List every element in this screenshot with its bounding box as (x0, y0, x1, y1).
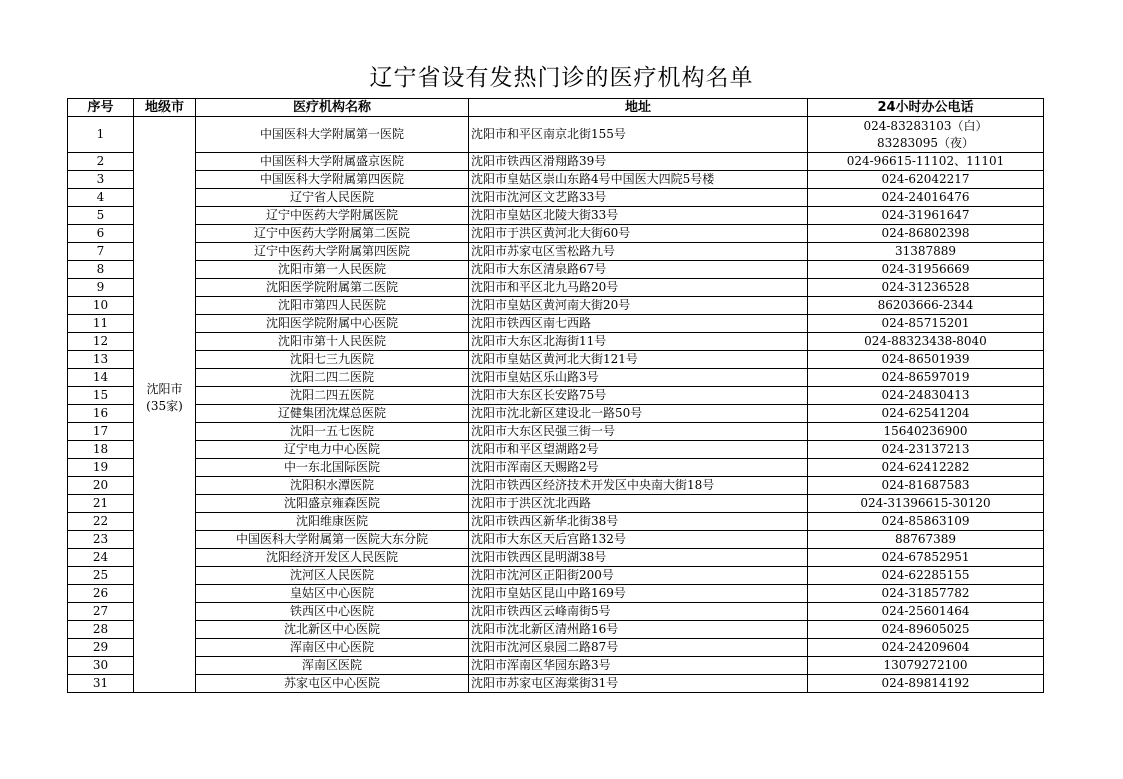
serial-number-cell: 17 (68, 423, 134, 441)
institution-name-cell: 中国医科大学附属第一医院 (196, 117, 469, 153)
table-header-row (68, 99, 1044, 117)
serial-number-cell: 8 (68, 261, 134, 279)
address-cell: 沈阳市大东区长安路75号 (469, 387, 808, 405)
serial-number-cell: 19 (68, 459, 134, 477)
phone-cell: 024-31396615-30120 (808, 495, 1044, 513)
institution-name-cell: 沈阳盛京雍森医院 (196, 495, 469, 513)
phone-cell: 024-85715201 (808, 315, 1044, 333)
phone-cell: 024-31961647 (808, 207, 1044, 225)
institution-name-cell: 沈阳医学院附属第二医院 (196, 279, 469, 297)
serial-number-cell: 15 (68, 387, 134, 405)
table-row (68, 657, 1044, 675)
serial-number-cell: 14 (68, 369, 134, 387)
address-cell: 沈阳市沈河区泉园二路87号 (469, 639, 808, 657)
phone-cell: 024-86597019 (808, 369, 1044, 387)
serial-number-cell: 21 (68, 495, 134, 513)
address-cell: 沈阳市铁西区南七西路 (469, 315, 808, 333)
phone-cell: 15640236900 (808, 423, 1044, 441)
institution-name-cell: 浑南区医院 (196, 657, 469, 675)
city-institution-count: (35家) (146, 399, 183, 413)
table-row (68, 369, 1044, 387)
institution-name-cell: 辽宁中医药大学附属第二医院 (196, 225, 469, 243)
serial-number-cell: 20 (68, 477, 134, 495)
phone-cell: 024-62412282 (808, 459, 1044, 477)
table-row (68, 585, 1044, 603)
serial-number-cell: 31 (68, 675, 134, 693)
table-row (68, 189, 1044, 207)
serial-number-cell: 4 (68, 189, 134, 207)
address-cell: 沈阳市铁西区昆明湖38号 (469, 549, 808, 567)
header-institution-name: 医疗机构名称 (196, 99, 469, 117)
serial-number-cell: 11 (68, 315, 134, 333)
phone-cell: 024-24830413 (808, 387, 1044, 405)
table-row (68, 459, 1044, 477)
table-row (68, 315, 1044, 333)
serial-number-cell: 28 (68, 621, 134, 639)
institution-name-cell: 沈阳二四五医院 (196, 387, 469, 405)
institution-name-cell: 沈阳市第十人民医院 (196, 333, 469, 351)
address-cell: 沈阳市和平区望湖路2号 (469, 441, 808, 459)
header-address: 地址 (469, 99, 808, 117)
serial-number-cell: 24 (68, 549, 134, 567)
phone-cell: 024-67852951 (808, 549, 1044, 567)
serial-number-cell: 7 (68, 243, 134, 261)
phone-cell: 024-24016476 (808, 189, 1044, 207)
address-cell: 沈阳市沈河区正阳街200号 (469, 567, 808, 585)
institution-name-cell: 沈阳市第四人民医院 (196, 297, 469, 315)
institution-name-cell: 沈阳一五七医院 (196, 423, 469, 441)
phone-cell: 024-89605025 (808, 621, 1044, 639)
address-cell: 沈阳市皇姑区北陵大街33号 (469, 207, 808, 225)
table-row (68, 603, 1044, 621)
institution-name-cell: 沈阳二四二医院 (196, 369, 469, 387)
phone-cell: 31387889 (808, 243, 1044, 261)
serial-number-cell: 6 (68, 225, 134, 243)
serial-number-cell: 30 (68, 657, 134, 675)
table-row (68, 423, 1044, 441)
serial-number-cell: 25 (68, 567, 134, 585)
institution-name-cell: 辽宁省人民医院 (196, 189, 469, 207)
institution-name-cell: 沈阳市第一人民医院 (196, 261, 469, 279)
serial-number-cell: 3 (68, 171, 134, 189)
facility-table (67, 98, 1044, 693)
city-group-cell (134, 117, 196, 693)
phone-cell: 13079272100 (808, 657, 1044, 675)
address-cell: 沈阳市铁西区新华北街38号 (469, 513, 808, 531)
serial-number-cell: 5 (68, 207, 134, 225)
phone-cell: 024-88323438-8040 (808, 333, 1044, 351)
serial-number-cell: 29 (68, 639, 134, 657)
serial-number-cell: 27 (68, 603, 134, 621)
address-cell: 沈阳市皇姑区乐山路3号 (469, 369, 808, 387)
phone-cell: 024-85863109 (808, 513, 1044, 531)
table-row (68, 333, 1044, 351)
page-title: 辽宁省设有发热门诊的医疗机构名单 (369, 65, 754, 91)
phone-cell: 024-62541204 (808, 405, 1044, 423)
table-row (68, 171, 1044, 189)
address-cell: 沈阳市皇姑区黄河北大街121号 (469, 351, 808, 369)
serial-number-cell: 1 (68, 117, 134, 153)
address-cell: 沈阳市大东区清泉路67号 (469, 261, 808, 279)
serial-number-cell: 10 (68, 297, 134, 315)
address-cell: 沈阳市苏家屯区海棠街31号 (469, 675, 808, 693)
table-row (68, 621, 1044, 639)
address-cell: 沈阳市和平区北九马路20号 (469, 279, 808, 297)
table-row (68, 117, 1044, 153)
serial-number-cell: 2 (68, 153, 134, 171)
serial-number-cell: 23 (68, 531, 134, 549)
phone-cell: 024-25601464 (808, 603, 1044, 621)
institution-name-cell: 沈北新区中心医院 (196, 621, 469, 639)
institution-name-cell: 中一东北国际医院 (196, 459, 469, 477)
address-cell: 沈阳市皇姑区崇山东路4号中国医大四院5号楼 (469, 171, 808, 189)
table-row (68, 531, 1044, 549)
address-cell: 沈阳市大东区北海街11号 (469, 333, 808, 351)
institution-name-cell: 辽健集团沈煤总医院 (196, 405, 469, 423)
phone-cell: 024-96615-11102、11101 (808, 153, 1044, 171)
address-cell: 沈阳市大东区民强三街一号 (469, 423, 808, 441)
institution-name-cell: 辽宁电力中心医院 (196, 441, 469, 459)
phone-cell: 024-24209604 (808, 639, 1044, 657)
phone-cell: 024-31956669 (808, 261, 1044, 279)
phone-day: 024-83283103（白） (863, 118, 988, 133)
address-cell: 沈阳市铁西区滑翔路39号 (469, 153, 808, 171)
table-row (68, 639, 1044, 657)
table-row (68, 495, 1044, 513)
table-row (68, 513, 1044, 531)
serial-number-cell: 22 (68, 513, 134, 531)
institution-name-cell: 皇姑区中心医院 (196, 585, 469, 603)
address-cell: 沈阳市浑南区天赐路2号 (469, 459, 808, 477)
header-serial-number: 序号 (68, 99, 134, 117)
phone-cell: 024-31857782 (808, 585, 1044, 603)
phone-night: 83283095（夜） (876, 135, 975, 150)
phone-cell (808, 117, 1044, 153)
serial-number-cell: 18 (68, 441, 134, 459)
table-row (68, 297, 1044, 315)
table-row (68, 405, 1044, 423)
address-cell: 沈阳市沈北新区清州路16号 (469, 621, 808, 639)
institution-name-cell: 辽宁中医药大学附属医院 (196, 207, 469, 225)
table-row (68, 567, 1044, 585)
phone-cell: 024-89814192 (808, 675, 1044, 693)
institution-name-cell: 沈河区人民医院 (196, 567, 469, 585)
address-cell: 沈阳市大东区天后宫路132号 (469, 531, 808, 549)
serial-number-cell: 13 (68, 351, 134, 369)
phone-cell: 024-86802398 (808, 225, 1044, 243)
institution-name-cell: 沈阳积水潭医院 (196, 477, 469, 495)
serial-number-cell: 12 (68, 333, 134, 351)
table-row (68, 225, 1044, 243)
phone-cell: 88767389 (808, 531, 1044, 549)
table-row (68, 387, 1044, 405)
phone-cell: 024-23137213 (808, 441, 1044, 459)
header-phone: 24小时办公电话 (808, 99, 1044, 117)
address-cell: 沈阳市苏家屯区雪松路九号 (469, 243, 808, 261)
institution-name-cell: 中国医科大学附属第一医院大东分院 (196, 531, 469, 549)
table-row (68, 549, 1044, 567)
institution-name-cell: 苏家屯区中心医院 (196, 675, 469, 693)
phone-cell: 86203666-2344 (808, 297, 1044, 315)
address-cell: 沈阳市铁西区经济技术开发区中央南大街18号 (469, 477, 808, 495)
table-row (68, 351, 1044, 369)
address-cell: 沈阳市于洪区黄河北大街60号 (469, 225, 808, 243)
table-row (68, 207, 1044, 225)
table-row (68, 243, 1044, 261)
table-row (68, 675, 1044, 693)
address-cell: 沈阳市铁西区云峰南街5号 (469, 603, 808, 621)
institution-name-cell: 铁西区中心医院 (196, 603, 469, 621)
institution-name-cell: 浑南区中心医院 (196, 639, 469, 657)
table-row (68, 477, 1044, 495)
address-cell: 沈阳市沈北新区建设北一路50号 (469, 405, 808, 423)
table-body (68, 117, 1044, 693)
serial-number-cell: 9 (68, 279, 134, 297)
address-cell: 沈阳市浑南区华园东路3号 (469, 657, 808, 675)
institution-name-cell: 中国医科大学附属盛京医院 (196, 153, 469, 171)
table-row (68, 261, 1044, 279)
table-row (68, 441, 1044, 459)
table-row (68, 279, 1044, 297)
phone-cell: 024-86501939 (808, 351, 1044, 369)
city-name: 沈阳市 (146, 382, 183, 396)
address-cell: 沈阳市于洪区沈北西路 (469, 495, 808, 513)
address-cell: 沈阳市和平区南京北街155号 (469, 117, 808, 153)
institution-name-cell: 沈阳经济开发区人民医院 (196, 549, 469, 567)
address-cell: 沈阳市沈河区文艺路33号 (469, 189, 808, 207)
institution-name-cell: 沈阳维康医院 (196, 513, 469, 531)
phone-cell: 024-62042217 (808, 171, 1044, 189)
phone-cell: 024-81687583 (808, 477, 1044, 495)
institution-name-cell: 辽宁中医药大学附属第四医院 (196, 243, 469, 261)
phone-cell: 024-62285155 (808, 567, 1044, 585)
institution-name-cell: 沈阳医学院附属中心医院 (196, 315, 469, 333)
address-cell: 沈阳市皇姑区昆山中路169号 (469, 585, 808, 603)
address-cell: 沈阳市皇姑区黄河南大街20号 (469, 297, 808, 315)
institution-name-cell: 中国医科大学附属第四医院 (196, 171, 469, 189)
table-row (68, 153, 1044, 171)
serial-number-cell: 16 (68, 405, 134, 423)
serial-number-cell: 26 (68, 585, 134, 603)
institution-name-cell: 沈阳七三九医院 (196, 351, 469, 369)
phone-cell: 024-31236528 (808, 279, 1044, 297)
header-city: 地级市 (134, 99, 196, 117)
